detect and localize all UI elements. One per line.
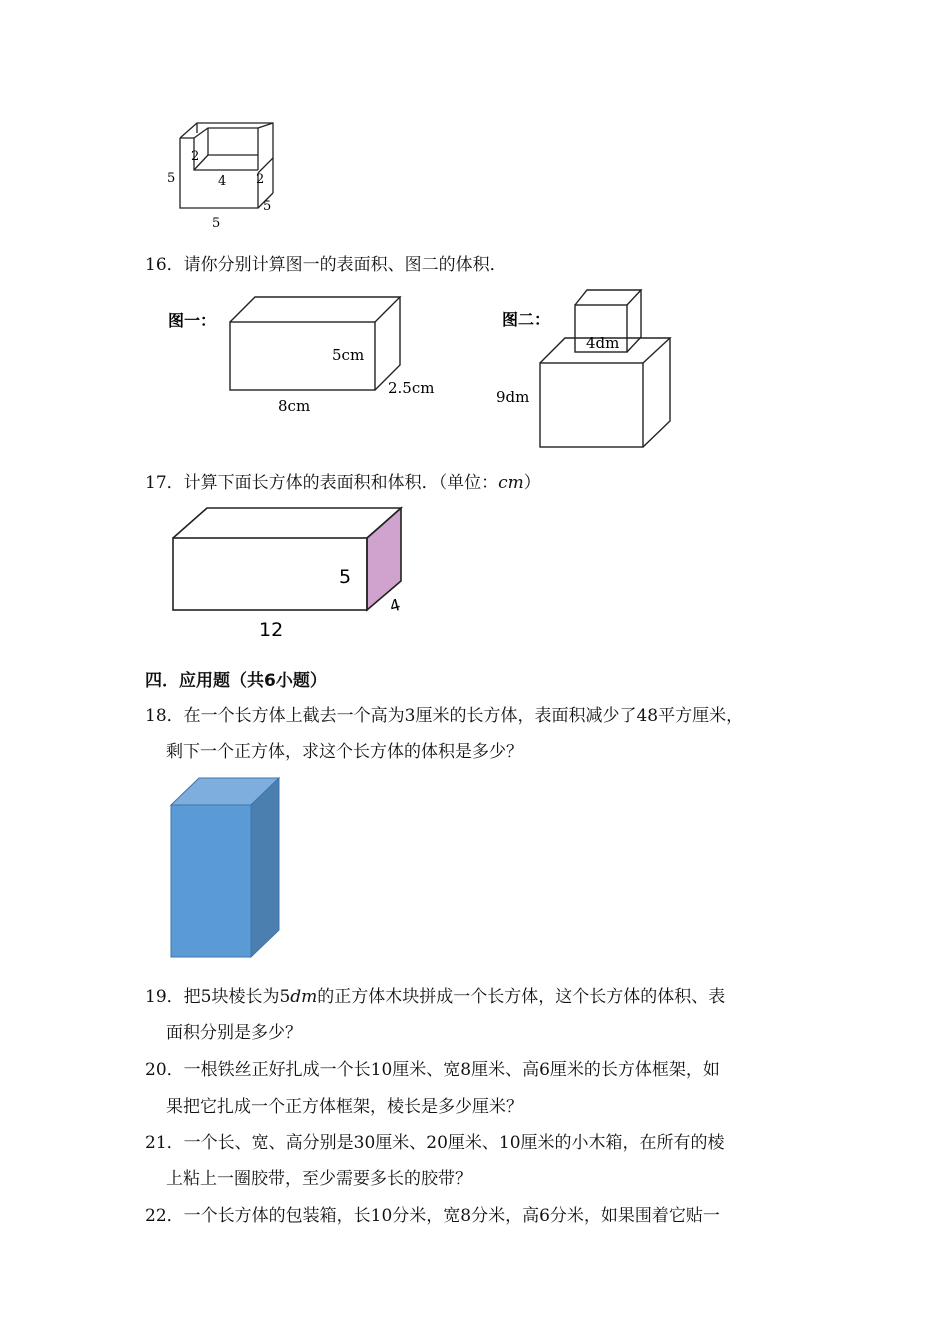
figure-15-notched-solid xyxy=(160,115,290,235)
question-text: 请你分别计算图一的表面积、图二的体积． xyxy=(183,255,507,275)
figure-17-cuboid xyxy=(165,503,425,643)
question-line-1: 一个长、宽、高分别是30厘米、20厘米、10厘米的小木箱，在所有的棱 xyxy=(183,1133,725,1153)
question-line-1: 在一个长方体上截去一个高为3厘米的长方体，表面积减少了48平方厘米， xyxy=(183,706,744,726)
figure-16-2-stacked-cubes xyxy=(490,285,690,455)
figure-18-blue-cuboid xyxy=(168,775,283,965)
question-21 xyxy=(145,1132,725,1154)
question-17 xyxy=(145,472,541,494)
question-20 xyxy=(145,1059,720,1081)
question-line-1: 一个长方体的包装箱，长10分米，宽8分米，高6分米，如果围着它贴一 xyxy=(183,1206,720,1226)
fig15-label-5-bottom: 5 xyxy=(212,216,221,231)
figure-1-length-label: 8cm xyxy=(278,397,311,415)
fig15-label-5-left: 5 xyxy=(167,171,176,186)
question-number: 20． xyxy=(145,1060,184,1080)
question-number: 18． xyxy=(145,706,184,726)
figure-2-large-edge-label: 9dm xyxy=(496,388,530,406)
fig15-label-2b: 2 xyxy=(256,172,265,187)
question-number: 17． xyxy=(145,473,184,493)
question-line-1a: 把5块棱长为5 xyxy=(183,987,291,1007)
question-18 xyxy=(145,705,743,727)
question-19 xyxy=(145,986,725,1008)
figure-17-height-label: 5 xyxy=(339,566,352,588)
question-19-continuation: 面积分别是多少？ xyxy=(166,1023,302,1043)
question-number: 21． xyxy=(145,1133,184,1153)
unit-dm: dm xyxy=(290,987,318,1007)
close-paren: ） xyxy=(523,473,541,493)
fig15-label-2a: 2 xyxy=(191,149,200,164)
question-16 xyxy=(145,254,507,276)
figure-2-small-edge-label: 4dm xyxy=(586,334,620,352)
question-line-1: 一根铁丝正好扎成一个长10厘米、宽8厘米、高6厘米的长方体框架，如 xyxy=(183,1060,720,1080)
question-text: 计算下面长方体的表面积和体积．（单位： xyxy=(183,473,499,493)
question-20-continuation: 果把它扎成一个正方体框架，棱长是多少厘米？ xyxy=(166,1097,523,1117)
fig15-label-5-right: 5 xyxy=(263,199,272,214)
figure-17-length-label: 12 xyxy=(259,619,284,641)
question-number: 16． xyxy=(145,255,184,275)
figure-1-height-label: 5cm xyxy=(332,346,365,364)
question-number: 19． xyxy=(145,987,184,1007)
question-number: 22． xyxy=(145,1206,184,1226)
question-22 xyxy=(145,1205,720,1227)
section-heading-applications: 四．应用题（共6小题） xyxy=(145,671,327,691)
figure-1-width-label: 2.5cm xyxy=(388,379,435,397)
fig15-label-4: 4 xyxy=(218,174,227,189)
unit-cm: cm xyxy=(498,473,524,493)
question-line-1b: 的正方体木块拼成一个长方体，这个长方体的体积、表 xyxy=(317,987,726,1007)
figure-1-caption: 图一： xyxy=(168,311,217,330)
question-18-continuation: 剩下一个正方体，求这个长方体的体积是多少？ xyxy=(166,742,523,762)
figure-17-width-label: 4 xyxy=(387,594,403,616)
figure-16-1-cuboid xyxy=(160,290,450,420)
figure-2-caption: 图二： xyxy=(502,310,551,329)
question-21-continuation: 上粘上一圈胶带，至少需要多长的胶带？ xyxy=(166,1169,472,1189)
